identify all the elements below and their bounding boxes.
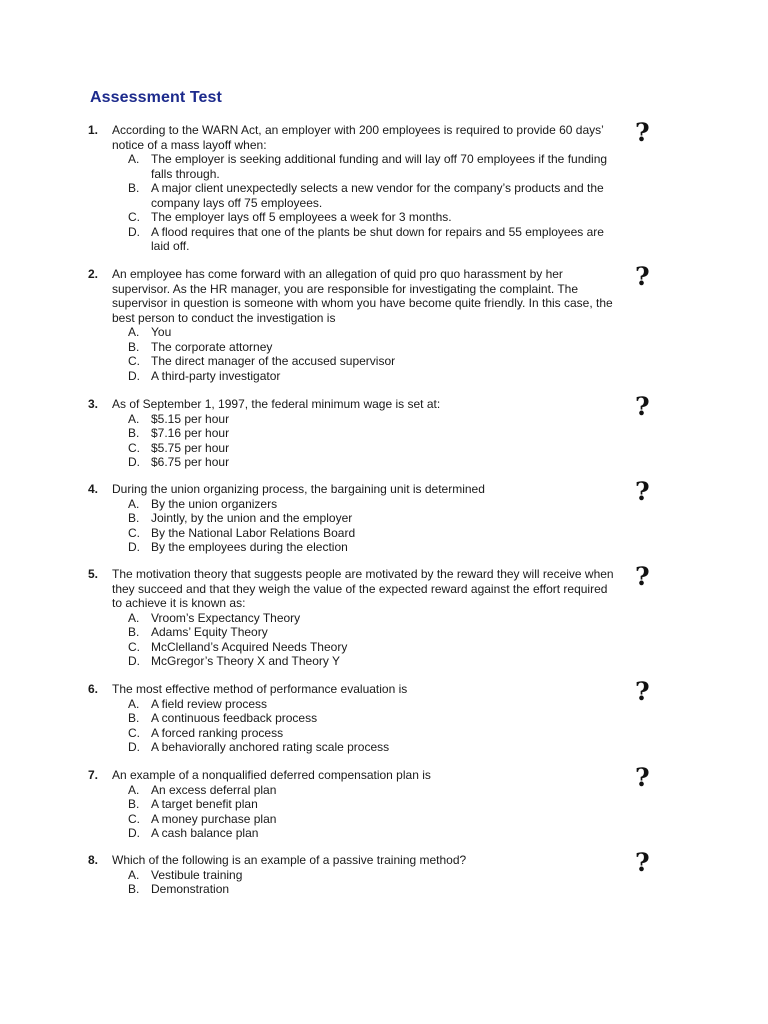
question-number: 7. xyxy=(88,768,99,782)
answer-choice xyxy=(128,611,618,626)
choice-letter: B. xyxy=(128,625,140,639)
choice-letter: C. xyxy=(128,440,140,455)
question-text: Which of the following is an example of a passive training method? xyxy=(112,853,467,867)
choice-text: $7.16 per hour xyxy=(151,426,230,440)
question-mark-icon: ? xyxy=(635,262,650,291)
choice-text: $5.15 per hour xyxy=(151,411,230,426)
answer-choice xyxy=(128,783,618,798)
answer-choices xyxy=(128,697,618,755)
choice-text: A continuous feedback process xyxy=(151,711,318,725)
question-mark-icon: ? xyxy=(635,763,650,792)
question-text: An example of a nonqualified deferred compensation plan is xyxy=(112,768,431,782)
answer-choice xyxy=(128,325,618,340)
question-8 xyxy=(88,848,668,897)
answer-choice xyxy=(128,740,618,755)
choice-letter: B. xyxy=(128,511,140,525)
choice-letter: A. xyxy=(128,411,140,426)
question-text: The motivation theory that suggests people are motivated by the reward they will receive when they succeed and that they weigh the value of the expected reward against the effort required to achieve it is known as: xyxy=(112,567,614,610)
question-mark-icon: ? xyxy=(635,392,650,421)
choice-letter: D. xyxy=(128,224,140,239)
choice-letter: A. xyxy=(128,496,140,511)
choice-letter: B. xyxy=(128,181,140,195)
choice-letter: C. xyxy=(128,525,140,540)
choice-text: The corporate attorney xyxy=(151,339,273,354)
question-number: 1. xyxy=(88,123,99,137)
page-title: Assessment Test xyxy=(90,89,222,106)
answer-choices xyxy=(128,868,618,897)
answer-choice xyxy=(128,181,618,210)
choice-letter: B. xyxy=(128,797,140,811)
choice-text: Adams’ Equity Theory xyxy=(151,625,268,639)
choice-text: Jointly, by the union and the employer xyxy=(151,511,353,525)
answer-choices xyxy=(128,611,618,669)
choice-letter: D. xyxy=(128,540,140,554)
question-number: 3. xyxy=(88,397,99,411)
choice-text: By the National Labor Relations Board xyxy=(151,525,356,540)
question-1 xyxy=(88,118,668,254)
answer-choice xyxy=(128,497,618,512)
choice-text: A cash balance plan xyxy=(151,826,259,840)
answer-choice xyxy=(128,812,618,827)
choice-text: Vestibule training xyxy=(151,867,243,882)
answer-choice xyxy=(128,640,618,655)
question-7 xyxy=(88,763,668,841)
answer-choice xyxy=(128,354,618,369)
answer-choice xyxy=(128,868,618,883)
question-number: 2. xyxy=(88,267,99,281)
answer-choices xyxy=(128,412,618,470)
question-number: 8. xyxy=(88,853,99,867)
choice-text: By the union organizers xyxy=(151,496,278,511)
answer-choice xyxy=(128,511,618,526)
choice-letter: C. xyxy=(128,725,140,740)
choice-text: The employer lays off 5 employees a week for 3 months. xyxy=(151,210,452,224)
choice-text: A behaviorally anchored rating scale process xyxy=(151,740,390,754)
answer-choice xyxy=(128,654,618,669)
choice-text: Vroom’s Expectancy Theory xyxy=(151,610,301,625)
choice-letter: D. xyxy=(128,826,140,840)
answer-choices xyxy=(128,152,618,254)
choice-letter: C. xyxy=(128,210,140,224)
answer-choice xyxy=(128,210,618,225)
answer-choice xyxy=(128,455,618,470)
question-6 xyxy=(88,677,668,755)
answer-choices xyxy=(128,325,618,383)
question-5 xyxy=(88,562,668,669)
question-mark-icon: ? xyxy=(635,562,650,591)
choice-text: A third-party investigator xyxy=(151,368,281,383)
question-text: According to the WARN Act, an employer with 200 employees is required to provide 60 days’ notice of a mass layoff when: xyxy=(112,123,604,152)
choice-text: A target benefit plan xyxy=(151,797,258,811)
question-text: An employee has come forward with an allegation of quid pro quo harassment by her supervisor. As the HR manager, you are responsible for investigating the complaint. The supervisor in question is someone with whom you have become quite friendly. In this case, the best person to conduct the investigation is xyxy=(112,267,613,325)
question-mark-icon: ? xyxy=(635,118,650,147)
question-number: 6. xyxy=(88,682,99,696)
answer-choice xyxy=(128,152,618,181)
answer-choice xyxy=(128,369,618,384)
choice-letter: D. xyxy=(128,455,140,469)
answer-choice xyxy=(128,526,618,541)
answer-choice xyxy=(128,711,618,726)
answer-choice xyxy=(128,340,618,355)
answer-choices xyxy=(128,497,618,555)
answer-choices xyxy=(128,783,618,841)
choice-letter: B. xyxy=(128,711,140,725)
choice-letter: B. xyxy=(128,882,140,896)
choice-text: The direct manager of the accused supervisor xyxy=(151,354,396,368)
answer-choice xyxy=(128,225,618,254)
answer-choice xyxy=(128,441,618,456)
answer-choice xyxy=(128,540,618,555)
choice-letter: B. xyxy=(128,339,140,354)
choice-letter: C. xyxy=(128,639,140,654)
choice-letter: A. xyxy=(128,325,140,339)
choice-letter: B. xyxy=(128,426,140,440)
choice-letter: D. xyxy=(128,368,140,383)
choice-letter: A. xyxy=(128,152,140,166)
choice-text: Demonstration xyxy=(151,882,230,896)
question-mark-icon: ? xyxy=(635,848,650,877)
question-text: The most effective method of performance evaluation is xyxy=(112,682,408,696)
choice-text: McGregor’s Theory X and Theory Y xyxy=(151,654,340,668)
question-text: During the union organizing process, the bargaining unit is determined xyxy=(112,482,485,496)
choice-text: A flood requires that one of the plants be shut down for repairs and 55 employees are laid off. xyxy=(151,224,604,253)
choice-text: The employer is seeking additional funding and will lay off 70 employees if the funding falls through. xyxy=(151,152,608,181)
choice-text: McClelland’s Acquired Needs Theory xyxy=(151,639,348,654)
answer-choice xyxy=(128,426,618,441)
question-text: As of September 1, 1997, the federal minimum wage is set at: xyxy=(112,397,441,411)
choice-text: A forced ranking process xyxy=(151,725,284,740)
choice-text: By the employees during the election xyxy=(151,540,348,554)
choice-text: A field review process xyxy=(151,696,268,711)
question-number: 4. xyxy=(88,482,99,496)
question-4 xyxy=(88,477,668,555)
question-number: 5. xyxy=(88,567,99,581)
choice-letter: D. xyxy=(128,740,140,754)
choice-letter: D. xyxy=(128,654,140,668)
choice-text: A major client unexpectedly selects a new vendor for the company’s products and the company lays off 75 employees. xyxy=(151,181,604,210)
choice-text: An excess deferral plan xyxy=(151,782,277,797)
choice-letter: C. xyxy=(128,354,140,368)
choice-letter: A. xyxy=(128,782,140,797)
question-3 xyxy=(88,392,668,470)
answer-choice xyxy=(128,697,618,712)
question-mark-icon: ? xyxy=(635,677,650,706)
choice-text: A money purchase plan xyxy=(151,811,277,826)
question-mark-icon: ? xyxy=(635,477,650,506)
choice-letter: A. xyxy=(128,610,140,625)
answer-choice xyxy=(128,412,618,427)
answer-choice xyxy=(128,882,618,897)
choice-text: $5.75 per hour xyxy=(151,440,230,455)
choice-letter: A. xyxy=(128,867,140,882)
choice-text: $6.75 per hour xyxy=(151,455,230,469)
answer-choice xyxy=(128,797,618,812)
answer-choice xyxy=(128,625,618,640)
choice-letter: A. xyxy=(128,696,140,711)
question-2 xyxy=(88,262,668,383)
choice-text: You xyxy=(151,325,172,339)
choice-letter: C. xyxy=(128,811,140,826)
answer-choice xyxy=(128,726,618,741)
answer-choice xyxy=(128,826,618,841)
